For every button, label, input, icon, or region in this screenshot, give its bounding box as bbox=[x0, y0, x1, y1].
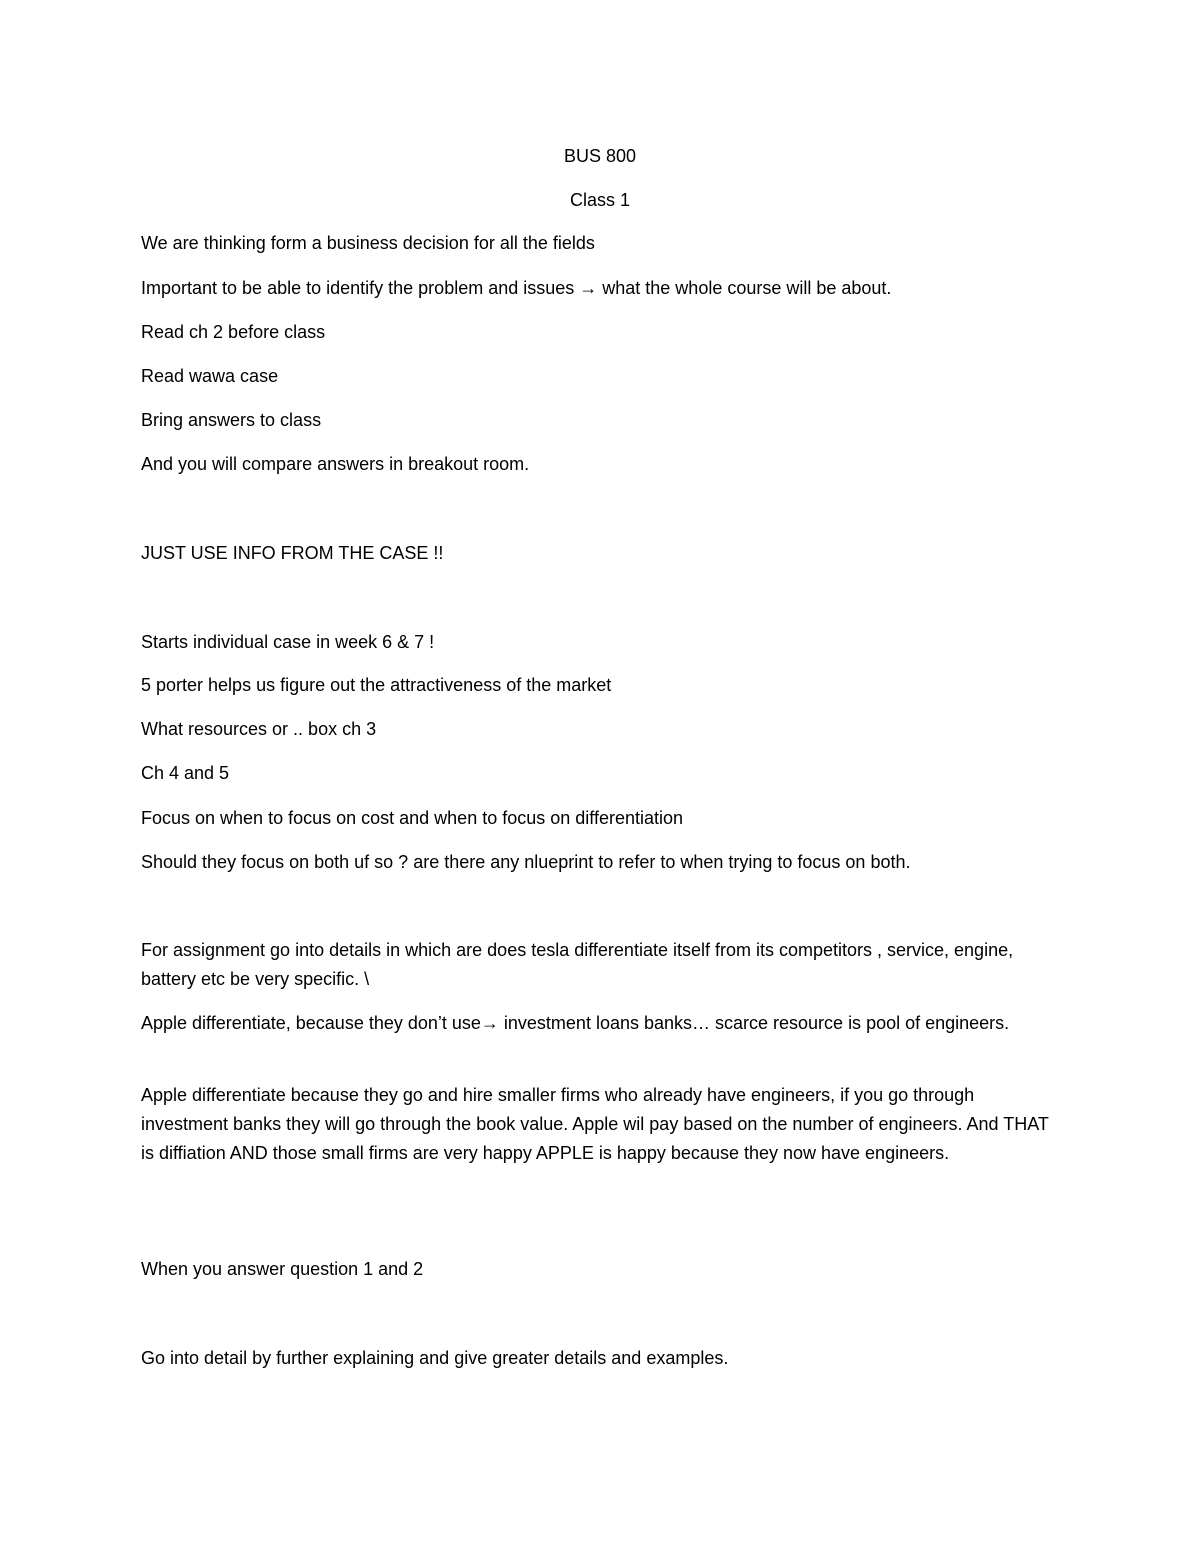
note-line: Ch 4 and 5 bbox=[141, 763, 230, 783]
note-line: JUST USE INFO FROM THE CASE !! bbox=[141, 543, 444, 563]
note-paragraph: Apple differentiate because they go and hire smaller firms who already have engineers, if you go through investment banks they will go through the book value. Apple wil pay based on the number of engineers. And THAT is diffiation AND those small firms are very happy APPLE is happy because they now have engineers. bbox=[141, 1085, 1049, 1163]
document-subtitle: Class 1 bbox=[569, 190, 631, 210]
note-line: Read wawa case bbox=[141, 366, 279, 386]
document-title: BUS 800 bbox=[563, 146, 637, 166]
note-line: Bring answers to class bbox=[141, 410, 322, 430]
note-line: Focus on when to focus on cost and when to focus on differentiation bbox=[141, 808, 684, 828]
note-line: What resources or .. box ch 3 bbox=[141, 719, 377, 739]
note-line: Important to be able to identify the problem and issues → what the whole course will be about. bbox=[141, 278, 892, 298]
note-paragraph: Apple differentiate, because they don’t use→ investment loans banks… scarce resource is pool of engineers. bbox=[141, 1013, 1010, 1033]
note-paragraph: For assignment go into details in which are does tesla differentiate itself from its competitors , service, engine, battery etc be very specific. \ bbox=[141, 940, 1014, 989]
note-line: Should they focus on both uf so ? are there any nlueprint to refer to when trying to focus on both. bbox=[141, 852, 911, 872]
note-line: Starts individual case in week 6 & 7 ! bbox=[141, 632, 435, 652]
note-line: Read ch 2 before class bbox=[141, 322, 326, 342]
note-line: Go into detail by further explaining and give greater details and examples. bbox=[141, 1348, 729, 1368]
note-line: We are thinking form a business decision for all the fields bbox=[141, 233, 595, 253]
note-line: 5 porter helps us figure out the attractiveness of the market bbox=[141, 675, 612, 695]
note-line: And you will compare answers in breakout room. bbox=[141, 454, 530, 474]
note-line: When you answer question 1 and 2 bbox=[141, 1259, 424, 1279]
